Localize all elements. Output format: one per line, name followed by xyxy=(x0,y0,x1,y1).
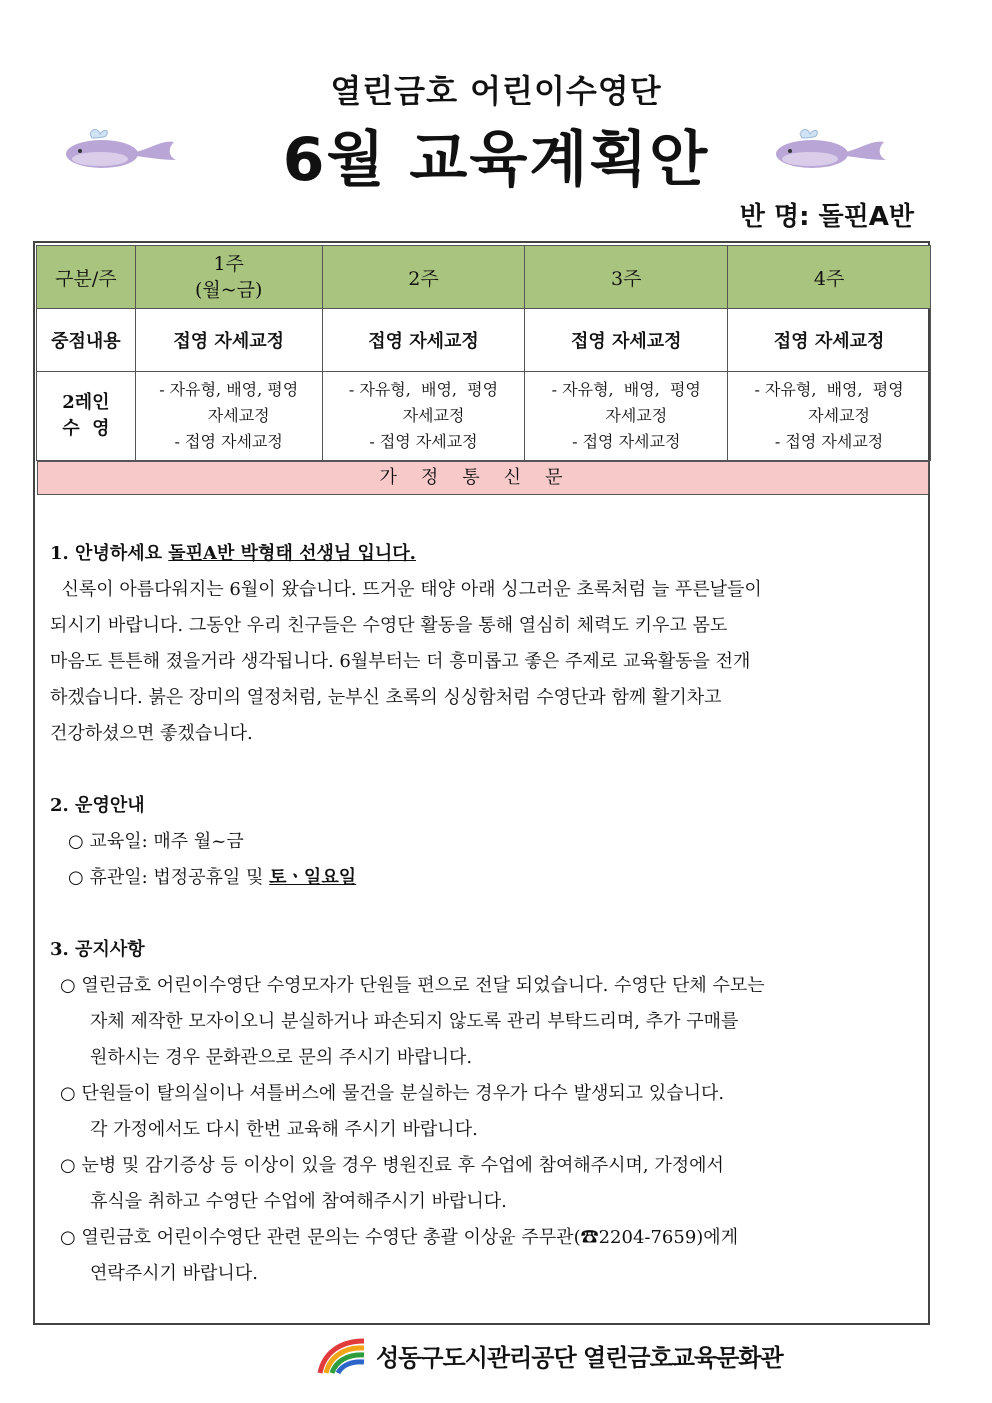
cell-line: - 접영 자세교정 xyxy=(572,432,681,451)
cell-line: - 자유형, 배영, 평영 xyxy=(551,380,701,399)
table-cell: 접영 자세교정 xyxy=(728,309,931,372)
section-title-text: 1. 안녕하세요 xyxy=(50,543,169,564)
cell-line: 자세교정 xyxy=(207,406,270,425)
section-title: 2. 운영안내 xyxy=(50,795,145,816)
weekly-plan-table xyxy=(36,245,931,461)
table-header-row xyxy=(37,246,931,309)
cell-line: 자세교정 xyxy=(808,406,870,425)
cell-line: 자세교정 xyxy=(402,406,465,425)
paragraph-line: 신록이 아름다워지는 6월이 왔습니다. 뜨거운 태양 아래 싱그러운 초록처럼 늘 푸른날들이 xyxy=(50,579,762,600)
paragraph-line: 하겠습니다. 붉은 장미의 열정처럼, 눈부신 초록의 싱싱함처럼 수영단과 함께 활기차고 xyxy=(50,687,722,708)
table-row xyxy=(37,372,931,461)
list-item-text: ○ 휴관일: 법정공휴일 및 xyxy=(68,867,270,888)
header-cell: 3주 xyxy=(525,246,728,309)
paragraph-line: 마음도 튼튼해 졌을거라 생각됩니다. 6월부터는 더 흥미롭고 좋은 주제로 교육활동을 전개 xyxy=(50,651,751,672)
organization-name: 성동구도시관리공단 열린금호교육문화관 xyxy=(376,1343,783,1372)
table-cell xyxy=(728,372,931,461)
table-cell xyxy=(322,372,525,461)
paragraph-line: 건강하셨으면 좋겠습니다. xyxy=(50,723,253,744)
section-title xyxy=(50,536,920,572)
table-cell: 접영 자세교정 xyxy=(322,309,525,372)
section-title: 3. 공지사항 xyxy=(50,939,145,960)
header-cell: 구분/주 xyxy=(37,246,136,309)
header-cell xyxy=(135,246,322,309)
list-item: ○ 눈병 및 감기증상 등 이상이 있을 경우 병원진료 후 수업에 참여해주시며, 가정에서 xyxy=(60,1155,724,1176)
cell-line: - 접영 자세교정 xyxy=(774,432,884,451)
list-item-continued: 자체 제작한 모자이오니 분실하거나 파손되지 않도록 관리 부탁드리며, 추가 구매를 xyxy=(90,1011,739,1032)
page-subtitle: 열린금호 어린이수영단 xyxy=(330,72,662,110)
list-item: ○ 열린금호 어린이수영단 수영모자가 단원들 편으로 전달 되었습니다. 수영단 단체 수모는 xyxy=(60,975,765,996)
cell-line: - 접영 자세교정 xyxy=(174,432,283,451)
list-item-continued: 원하시는 경우 문화관으로 문의 주시기 바랍니다. xyxy=(90,1047,473,1068)
row-label-line: 2레인 xyxy=(62,392,110,413)
page-title: 6월 교육계획안 xyxy=(282,125,710,195)
cell-line: - 접영 자세교정 xyxy=(369,432,478,451)
paragraph-line: 되시기 바랍니다. 그동안 우리 친구들은 수영단 활동을 통해 열심히 체력도 키우고 몸도 xyxy=(50,615,728,636)
list-item: ○ 교육일: 매주 월~금 xyxy=(68,831,244,852)
footer xyxy=(316,1334,783,1376)
table-cell: 접영 자세교정 xyxy=(135,309,322,372)
notice-body xyxy=(50,536,920,1292)
cell-line: - 자유형, 배영, 평영 xyxy=(348,380,499,399)
table-cell xyxy=(135,372,322,461)
list-item: ○ 열린금호 어린이수영단 관련 문의는 수영단 총괄 이상윤 주무관(☎2204-7659)에게 xyxy=(60,1227,739,1248)
rainbow-logo-icon xyxy=(316,1335,368,1375)
header-week1-days: (월~금) xyxy=(194,279,263,301)
class-label: 반 명: 돌핀A반 xyxy=(739,202,914,232)
table-row xyxy=(37,309,931,372)
notice-title-bar: 가정통신문 xyxy=(37,461,929,495)
cell-line: - 자유형, 배영, 평영 xyxy=(159,380,299,399)
row-label-line: 수 영 xyxy=(62,418,110,439)
header-cell: 2주 xyxy=(322,246,525,309)
list-item xyxy=(50,860,920,896)
table-cell: 접영 자세교정 xyxy=(525,309,728,372)
list-item: ○ 단원들이 탈의실이나 셔틀버스에 물건을 분실하는 경우가 다수 발생되고 있습니다. xyxy=(60,1083,725,1104)
row-label xyxy=(37,372,136,461)
teacher-intro: 돌핀A반 박형태 선생님 입니다. xyxy=(168,543,416,564)
list-item-continued: 연락주시기 바랍니다. xyxy=(90,1263,258,1284)
header-week1: 1주 xyxy=(213,253,244,275)
cell-line: - 자유형, 배영, 평영 xyxy=(754,380,904,399)
row-label: 중점내용 xyxy=(37,309,136,372)
list-item-continued: 휴식을 취하고 수영단 수업에 참여해주시기 바랍니다. xyxy=(90,1191,507,1212)
table-cell xyxy=(525,372,728,461)
list-item-continued: 각 가정에서도 다시 한번 교육해 주시기 바랍니다. xyxy=(90,1119,478,1140)
cell-line: 자세교정 xyxy=(605,406,668,425)
header-cell: 4주 xyxy=(728,246,931,309)
closed-days: 토ㆍ일요일 xyxy=(269,867,357,888)
